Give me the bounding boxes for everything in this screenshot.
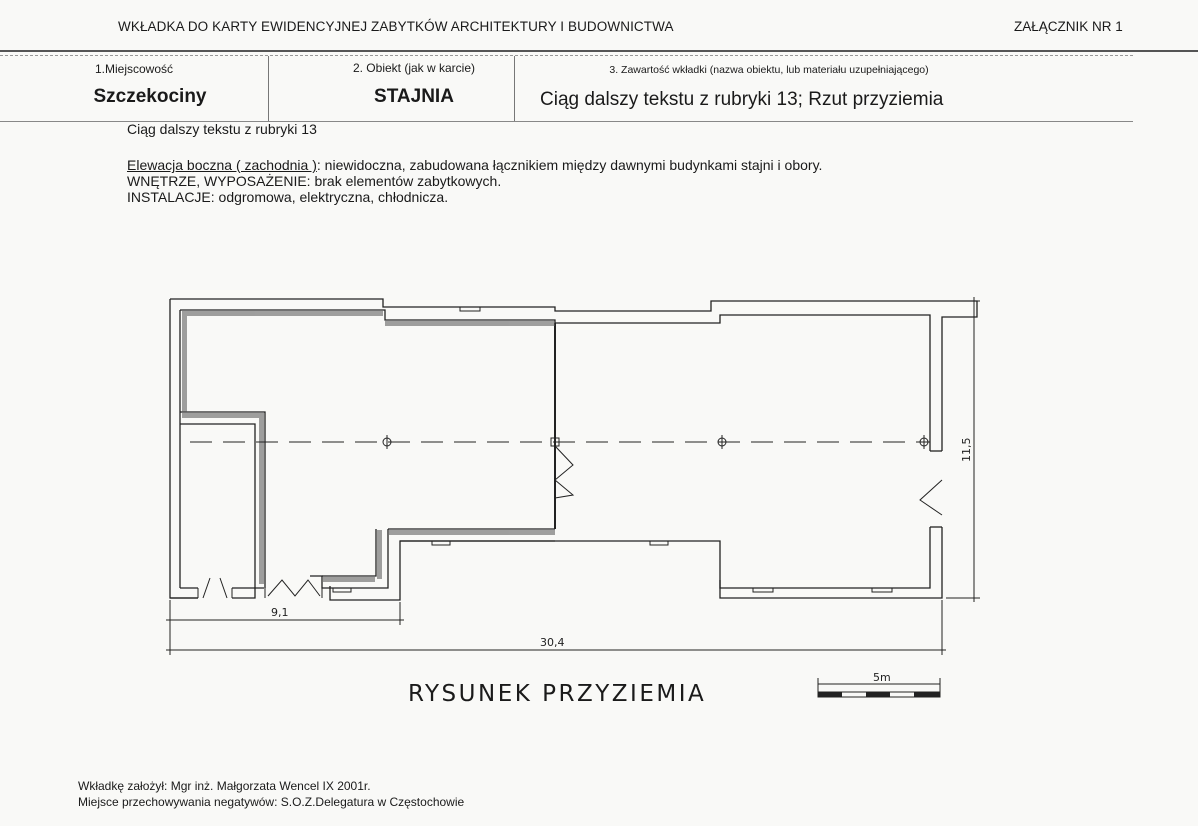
storage-line: Miejsce przechowywania negatywów: S.O.Z.Delegatura w Częstochowie: [78, 795, 465, 809]
dim-height: 11,5: [960, 437, 973, 462]
continuation-text: Ciąg dalszy tekstu z rubryki 13: [127, 121, 317, 137]
document-title: WKŁADKA DO KARTY EWIDENCYJNEJ ZABYTKÓW ARCHITEKTURY I BUDOWNICTWA: [118, 19, 674, 34]
installations-paragraph: INSTALACJE: odgromowa, elektryczna, chłodnicza.: [127, 189, 449, 205]
object-value: STAJNIA: [374, 86, 454, 107]
dim-total-width: 30,4: [540, 636, 565, 649]
drawing-title: RYSUNEK PRZYZIEMIA: [408, 681, 707, 707]
content-label: 3. Zawartość wkładki (nazwa obiektu, lub materiału uzupełniającego): [609, 64, 929, 76]
scale-label: 5m: [873, 671, 891, 684]
content-value: Ciąg dalszy tekstu z rubryki 13; Rzut przyziemia: [540, 89, 944, 110]
locality-label: 1.Miejscowość: [94, 62, 174, 76]
elevation-text: : niewidoczna, zabudowana łącznikiem między dawnymi budynkami stajni i obory.: [316, 157, 823, 173]
elevation-label: Elewacja boczna ( zachodnia ): [127, 157, 317, 173]
interior-paragraph: WNĘTRZE, WYPOSAŻENIE: brak elementów zabytkowych.: [127, 173, 502, 189]
object-label: 2. Obiekt (jak w karcie): [352, 61, 476, 75]
scale-bar: [818, 671, 940, 697]
author-line: Wkładkę założył: Mgr inż. Małgorzata Wencel IX 2001r.: [78, 779, 371, 793]
locality-value: Szczekociny: [93, 86, 207, 107]
annex-number: ZAŁĄCZNIK NR 1: [1014, 19, 1123, 34]
dim-partial-width: 9,1: [271, 606, 289, 619]
